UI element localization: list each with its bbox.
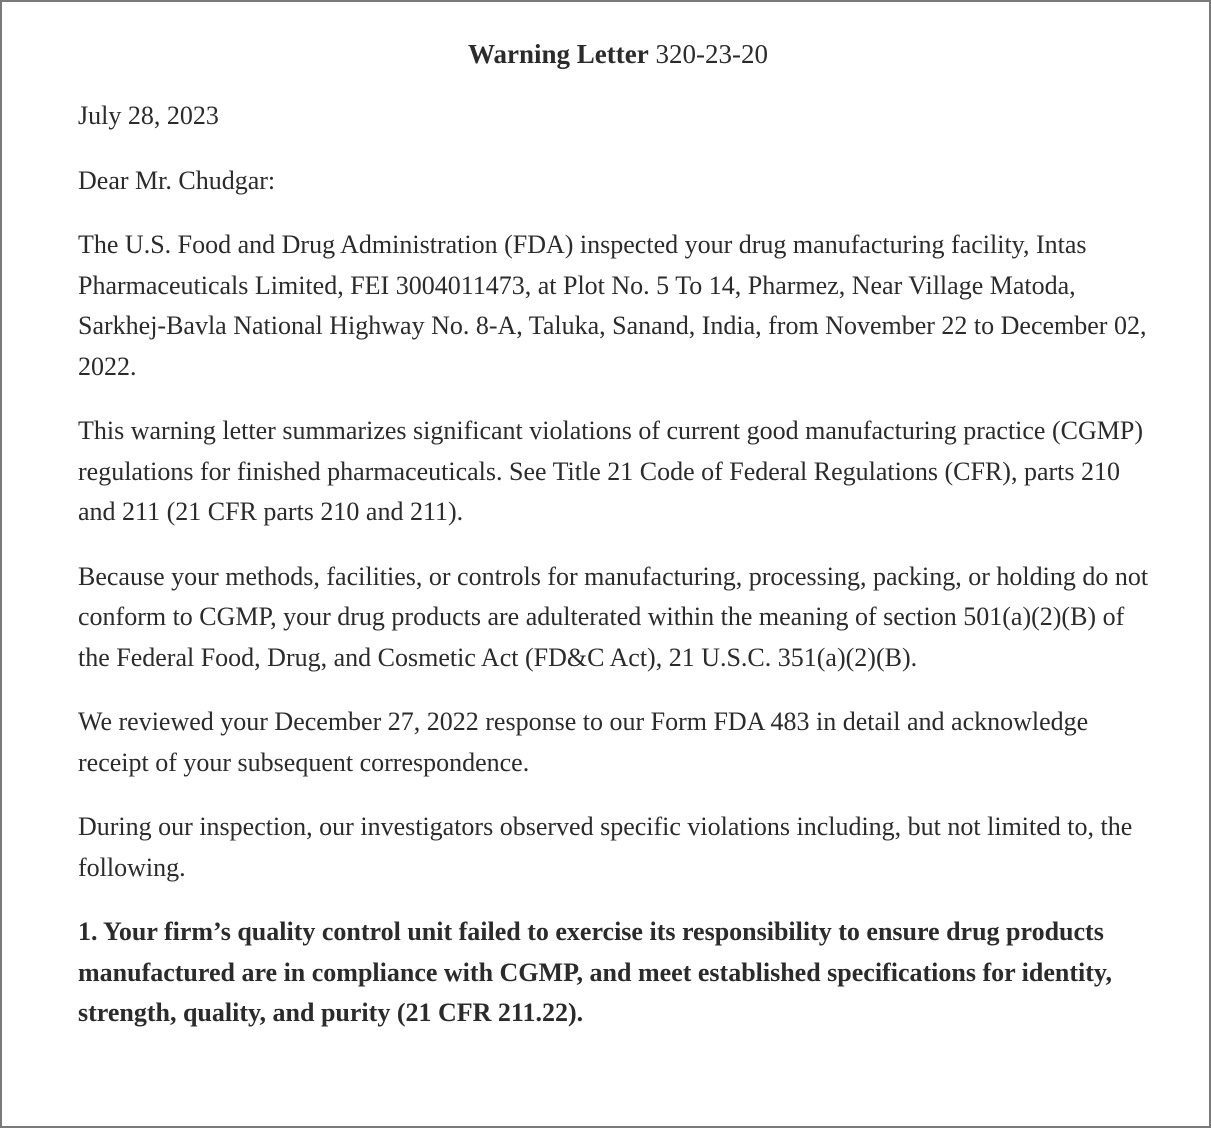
letter-title [78,34,1158,74]
paragraph-summary: This warning letter summarizes significant violations of current good manufacturing practice (CGMP) regulations for finished pharmaceuticals. See Title 21 Code of Federal Regulations (CFR), parts 210 and 211 (21 CFR parts 210 and 211). [78,416,1143,526]
paragraph-adulteration: Because your methods, facilities, or controls for manufacturing, processing, packing, or holding do not conform to CGMP, your drug products are adulterated within the meaning of section 501(a)(2)(B) of the Federal Food, Drug, and Cosmetic Act (FD&C Act), 21 U.S.C. 351(a)(2)(B). [78,561,1149,672]
violation-heading-1: 1. Your firm’s quality control unit failed to exercise its responsibility to ensure drug products manufactured are in compliance with CGMP, and meet established specifications for identity, strength, quality, and purity (21 CFR 211.22). [78,917,1112,1027]
paragraph-response-review: We reviewed your December 27, 2022 response to our Form FDA 483 in detail and acknowledge receipt of your subsequent correspondence. [78,707,1089,777]
letter-salutation: Dear Mr. Chudgar: [78,165,276,195]
paragraph-inspection: The U.S. Food and Drug Administration (FDA) inspected your drug manufacturing facility, Intas Pharmaceuticals Limited, FEI 3004011473, at Plot No. 5 To 14, Pharmez, Near Village Matoda, Sarkhej-Bavla National Highway No. 8-A, Taluka, Sanand, India, from November 22 to December 02, 2022. [78,230,1147,381]
letter-title-label: Warning Letter [468,39,649,69]
warning-letter [78,34,1158,1058]
letter-number: 320-23-20 [655,39,768,69]
paragraph-violations-intro: During our inspection, our investigators observed specific violations including, but not limited to, the following. [78,812,1133,882]
letter-date: July 28, 2023 [78,101,219,130]
